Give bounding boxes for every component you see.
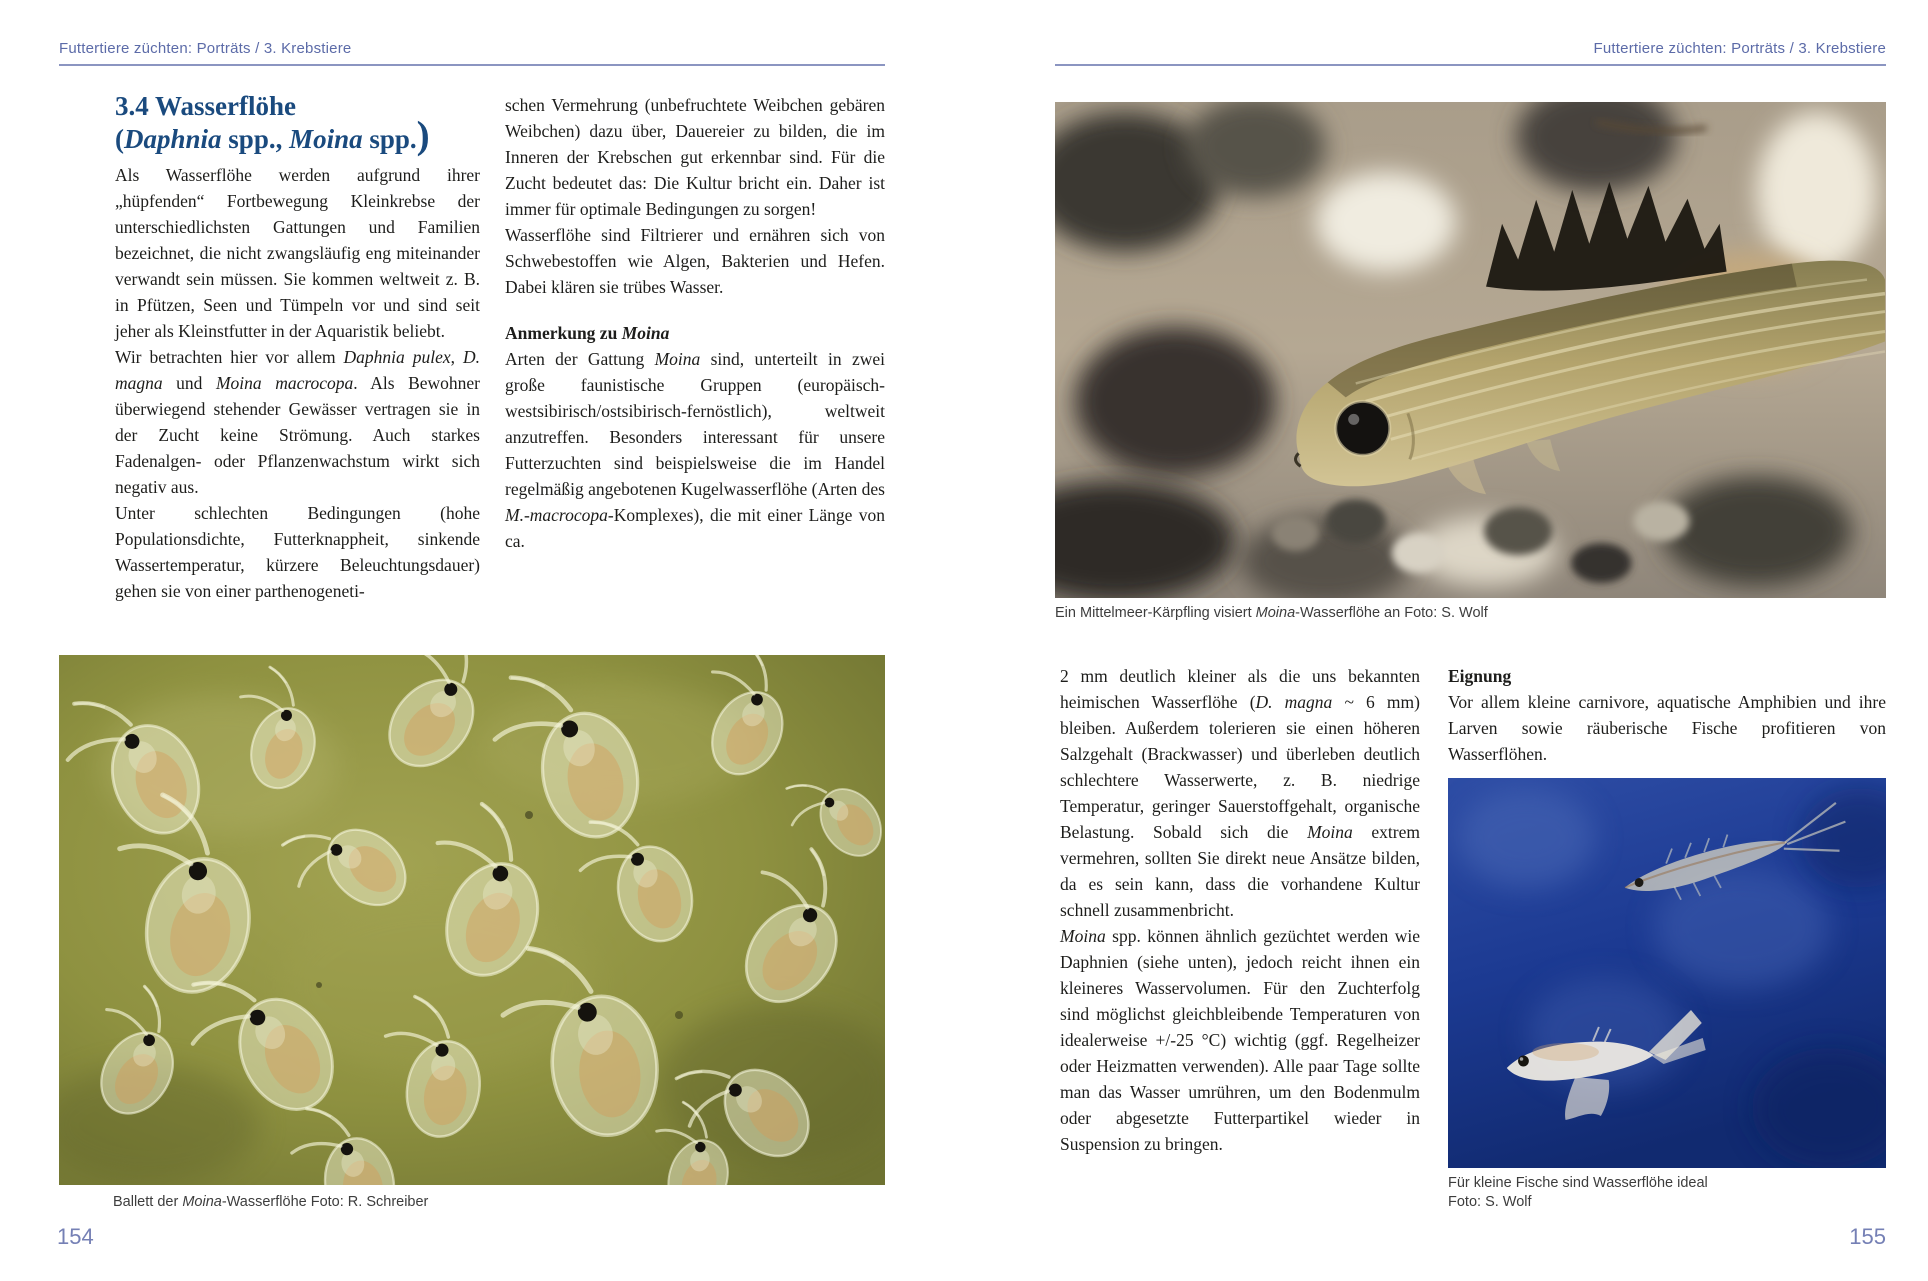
- right-column-1: [1060, 663, 1420, 1157]
- section-heading-line2: (Daphnia spp., Moina spp.): [115, 114, 430, 157]
- paragraph: Wir betrachten hier vor allem Daphnia pulex, D. magna und Moina macrocopa. Als Bewohner überwiegend stehender Gewässer vertragen sie in der Zucht keine Strömung. Auch starkes Fadenalgen- oder Pflanzenwachstum wirkt sich negativ aus.: [115, 347, 480, 497]
- right-column-2: [1448, 663, 1886, 767]
- left-header-rule: [59, 64, 885, 66]
- left-page-number: 154: [57, 1224, 94, 1249]
- moina-ballet-photo: [59, 655, 885, 1185]
- left-page-header: Futtertiere züchten: Porträts / 3. Krebstiere: [59, 40, 352, 57]
- paragraph: Unter schlechten Bedingungen (hohe Populationsdichte, Futterknappheit, sinkende Wassertemperatur, kürzere Beleuchtungsdauer) gehen sie von einer parthenogeneti-: [115, 503, 480, 601]
- moina-photo-illustration: [59, 655, 885, 1185]
- right-header-rule: [1055, 64, 1886, 66]
- paragraph: Als Wasserflöhe werden aufgrund ihrer „hüpfenden“ Fortbewegung Kleinkrebse der unterschiedlichsten Gattungen und Familien bezeichnet, die nicht zwangsläufig eng miteinander verwandt sein müssen. Sie kommen weltweit z. B. in Pfützen, Seen und Tümpeln vor und sind seit jeher als Kleinstfutter in der Aquaristik beliebt.: [115, 165, 480, 341]
- paragraph: schen Vermehrung (unbefruchtete Weibchen gebären Weibchen) dazu über, Dauereier zu bilden, die im Inneren der Krebschen gut erkennbar sind. Für die Zucht bedeutet das: Die Kultur bricht ein. Daher ist immer für optimale Bedingungen zu sorgen!: [505, 95, 885, 219]
- small-fish-photo-caption: [1448, 1174, 1708, 1212]
- right-page: [964, 0, 1928, 1281]
- paragraph: Moina spp. können ähnlich gezüchtet werden wie Daphnien (siehe unten), jedoch reicht ihnen ein kleineres Wasservolumen. Für den Zuchterfolg sind möglichst gleichbleibende Temperaturen von idealerweise +/-25 °C) wichtig (ggf. Regelheizer oder Heizmatten verwenden). Alle paar Tage sollte man das Wasser umrühren, um den Bodenmulm oder abgesetzte Futterpartikel wieder in Suspension zu bringen.: [1060, 926, 1420, 1154]
- subheading-anmerkung: Anmerkung zu Moina: [505, 323, 670, 343]
- small-fish-photo-illustration: [1448, 778, 1886, 1168]
- paragraph: Arten der Gattung Moina sind, unterteilt in zwei große faunistische Gruppen (europäisch-westsibirisch/ostsibirisch-fernöstlich), weltweit anzutreffen. Besonders interessant für unsere Futterzuchten sind beispielsweise die im Handel regelmäßig angebotenen Kugelwasserflöhe (Arten des M.-macrocopa-Komplexes), die mit einer Länge von ca.: [505, 349, 885, 551]
- subheading-eignung: Eignung: [1448, 666, 1512, 686]
- left-column-2: [505, 92, 885, 554]
- right-page-header: Futtertiere züchten: Porträts / 3. Krebstiere: [1593, 40, 1886, 57]
- paragraph: Vor allem kleine carnivore, aquatische Amphibien und ihre Larven sowie räuberische Fische profitieren von Wasserflöhen.: [1448, 692, 1886, 764]
- killifish-photo-illustration: [1055, 102, 1886, 598]
- moina-photo-caption: Ballett der Moina-Wasserflöhe Foto: R. Schreiber: [113, 1194, 429, 1210]
- section-heading-line1: 3.4 Wasserflöhe: [115, 91, 296, 121]
- paragraph: 2 mm deutlich kleiner als die uns bekannten heimischen Wasserflöhe (D. magna ~ 6 mm) bleiben. Außerdem tolerieren sie einen höheren Salzgehalt (Brackwasser) und überleben deutlich schlechtere Wasserwerte, z. B. niedrige Temperatur, geringer Sauerstoffgehalt, organische Belastung. Sobald sich die Moina extrem vermehren, sollten Sie direkt neue Ansätze bilden, da es sein kann, dass die vorhandene Kultur schnell zusammenbricht.: [1060, 666, 1420, 920]
- right-page-number: 155: [1849, 1224, 1886, 1249]
- left-column-1: [115, 90, 480, 604]
- killifish-photo-caption: Ein Mittelmeer-Kärpfling visiert Moina-Wasserflöhe an Foto: S. Wolf: [1055, 605, 1488, 621]
- paragraph: Wasserflöhe sind Filtrierer und ernähren sich von Schwebestoffen wie Algen, Bakterien und Hefen. Dabei klären sie trübes Wasser.: [505, 225, 885, 297]
- killifish-photo: [1055, 102, 1886, 598]
- small-fish-photo: [1448, 778, 1886, 1168]
- caption-line-1: Für kleine Fische sind Wasserflöhe ideal: [1448, 1175, 1708, 1191]
- caption-line-2: Foto: S. Wolf: [1448, 1194, 1532, 1210]
